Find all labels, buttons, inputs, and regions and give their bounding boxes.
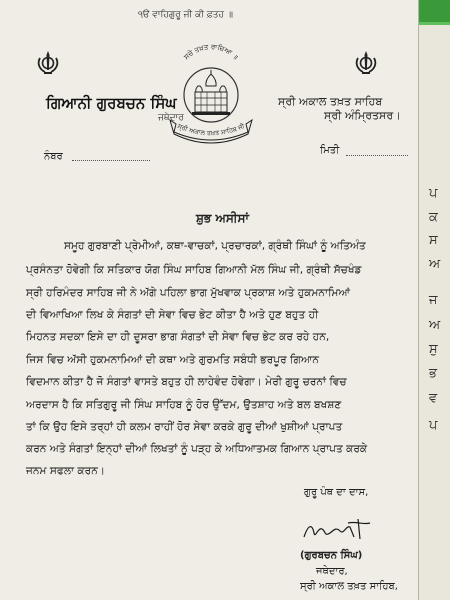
next-page-glyph: ਅ: [429, 318, 441, 333]
signatory-institution: ਸ੍ਰੀ ਅਕਾਲ ਤਖ਼ਤ ਸਾਹਿਬ,: [300, 581, 398, 592]
next-page-glyph: ਜ: [429, 293, 438, 308]
body-line: ਤਾਂ ਕਿ ਉਹ ਇਸੇ ਤਰ੍ਹਾਂ ਹੀ ਕਲਮ ਰਾਹੀਂ ਹੋਰ ਸੇਵਾ ਕਰਕੇ ਗੁਰੂ ਦੀਆਂ ਖੁਸ਼ੀਆਂ ਪ੍ਰਾਪਤ: [26, 421, 343, 433]
emblem-top-text: ਸਚੇ ਤਖ਼ਤ ਰਾਜ਼ਿਆ ॥: [182, 42, 240, 62]
invocation-text: ੧ੳ ਵਾਹਿਗੁਰੂ ਜੀ ਕੀ ਫ਼ਤਹ ॥: [138, 10, 233, 20]
jathedar-name: ਗਿਆਨੀ ਗੁਰਬਚਨ ਸਿੰਘ: [46, 94, 177, 112]
body-line: ਵਿਦਮਾਨ ਕੀਤਾ ਹੈ ਜੋ ਸੰਗਤਾਂ ਵਾਸਤੇ ਬਹੁਤ ਹੀ ਲਾਹੇਵੰਦ ਹੋਵੇਗਾ। ਮੇਰੀ ਗੁਰੂ ਚਰਨਾਂ ਵਿਚ: [26, 376, 347, 388]
next-page-glyph: ਵ: [429, 391, 438, 406]
jathedar-role: ਜਥੇਦਾਰ: [158, 113, 184, 123]
body-line: ਪ੍ਰਸੰਨਤਾ ਹੋਵੇਗੀ ਕਿ ਸਤਿਕਾਰ ਯੋਗ ਸਿੰਘ ਸਾਹਿਬ ਗਿਆਨੀ ਮੱਲ ਸਿੰਘ ਜੀ, ਗ੍ਰੰਥੀ ਸੱਚਖੰਡ: [26, 264, 362, 276]
body-line: ਦੀ ਵਿਆਖਿਆ ਲਿਖ ਕੇ ਸੰਗਤਾਂ ਦੀ ਸੇਵਾ ਵਿਚ ਭੇਟ ਕੀਤਾ ਹੈ ਅਤੇ ਹੁਣ ਬਹੁਤ ਹੀ: [26, 309, 319, 321]
akal-takht-emblem: [168, 40, 254, 150]
emblem-ribbon-text: ਸ੍ਰੀ ਅਕਾਲ ਤਖ਼ਤ ਸਾਹਿਬ ਜੀ: [176, 121, 246, 138]
next-page-glyph: ਪ: [429, 186, 438, 201]
body-line: ਜਨਮ ਸਫਲਾ ਕਰਨ।: [26, 465, 105, 477]
number-label: ਨੰਬਰ: [44, 151, 63, 162]
number-dotted-line: [72, 160, 150, 161]
right-khanda-icon: [354, 50, 378, 76]
svg-text:ਸ੍ਰੀ ਅਕਾਲ ਤਖ਼ਤ ਸਾਹਿਬ ਜੀ: [175, 122, 246, 138]
next-page-glyph: ਅ: [429, 257, 441, 272]
date-dotted-line: [346, 155, 408, 156]
svg-text:ਸਚੇ ਤਖ਼ਤ ਰਾਜ਼ਿਆ ॥: [182, 43, 240, 62]
body-line: ਜਿਸ ਵਿਚ ਅੱਸੀ ਹੁਕਮਨਾਮਿਆਂ ਦੀ ਕਥਾ ਅਤੇ ਗੁਰਮਤਿ ਸਬੰਧੀ ਭਰਪੂਰ ਗਿਆਨ: [26, 354, 319, 366]
institution-line-1: ਸ੍ਰੀ ਅਕਾਲ ਤਖ਼ਤ ਸਾਹਿਬ: [278, 95, 383, 108]
body-line: ਕਰਨ ਅਤੇ ਸੰਗਤਾਂ ਇਨ੍ਹਾਂ ਦੀਆਂ ਲਿਖਤਾਂ ਨੂੰ ਪੜ੍ਹ ਕੇ ਅਧਿਆਤਮਕ ਗਿਆਨ ਪ੍ਰਾਪਤ ਕਰਕੇ: [26, 443, 368, 455]
next-page-glyph: ਸ: [429, 233, 438, 248]
letter-subject: ਸ਼ੁਭ ਅਸੀਸਾਂ: [196, 211, 249, 225]
next-page-glyph: ਪ: [429, 418, 438, 433]
sign-off: ਗੁਰੂ ਪੰਥ ਦਾ ਦਾਸ,: [304, 487, 369, 498]
signatory-name: (ਗੁਰਬਚਨ ਸਿੰਘ): [300, 550, 363, 561]
next-page-glyph: ਕ: [429, 210, 438, 225]
next-page-glyph: ਭ: [429, 366, 437, 381]
adjacent-page-edge: [418, 0, 450, 600]
left-khanda-icon: [36, 50, 60, 76]
institution-line-2: ਸ੍ਰੀ ਅੰਮ੍ਰਿਤਸਰ।: [324, 109, 401, 122]
green-cover-corner: [419, 0, 450, 22]
body-line: ਅਰਦਾਸ ਹੈ ਕਿ ਸਤਿਗੁਰੂ ਜੀ ਸਿੰਘ ਸਾਹਿਬ ਨੂੰ ਹੋਰ ਉੱਦਮ, ਉਤਸ਼ਾਹ ਅਤੇ ਬਲ ਬਖਸ਼ਣ: [26, 399, 342, 411]
next-page-glyph: ਸੁ: [429, 342, 438, 357]
handwritten-signature: [300, 515, 380, 545]
date-label: ਮਿਤੀ: [320, 145, 340, 156]
body-line: ਸਮੂਹ ਗੁਰਬਾਣੀ ਪ੍ਰੇਮੀਆਂ, ਕਥਾ-ਵਾਚਕਾਂ, ਪ੍ਰਚਾਰਕਾਂ, ਗ੍ਰੰਥੀ ਸਿੰਘਾਂ ਨੂੰ ਅਤਿਅੰਤ: [64, 240, 366, 252]
signatory-title: ਜਥੇਦਾਰ,: [316, 566, 348, 577]
green-cover-strip: [419, 22, 450, 25]
body-line: ਸ੍ਰੀ ਹਰਿਮੰਦਰ ਸਾਹਿਬ ਜੀ ਨੇ ਅੱਗੇ ਪਹਿਲਾ ਭਾਗ ਮੁੱਖਵਾਕ ਪ੍ਰਕਾਸ਼ ਅਤੇ ਹੁਕਮਨਾਮਿਆਂ: [26, 287, 351, 299]
body-line: ਮਿਹਨਤ ਸਦਕਾ ਇਸੇ ਦਾ ਹੀ ਦੂਸਰਾ ਭਾਗ ਸੰਗਤਾਂ ਦੀ ਸੇਵਾ ਵਿਚ ਭੇਟ ਕਰ ਰਹੇ ਹਨ,: [26, 331, 330, 343]
